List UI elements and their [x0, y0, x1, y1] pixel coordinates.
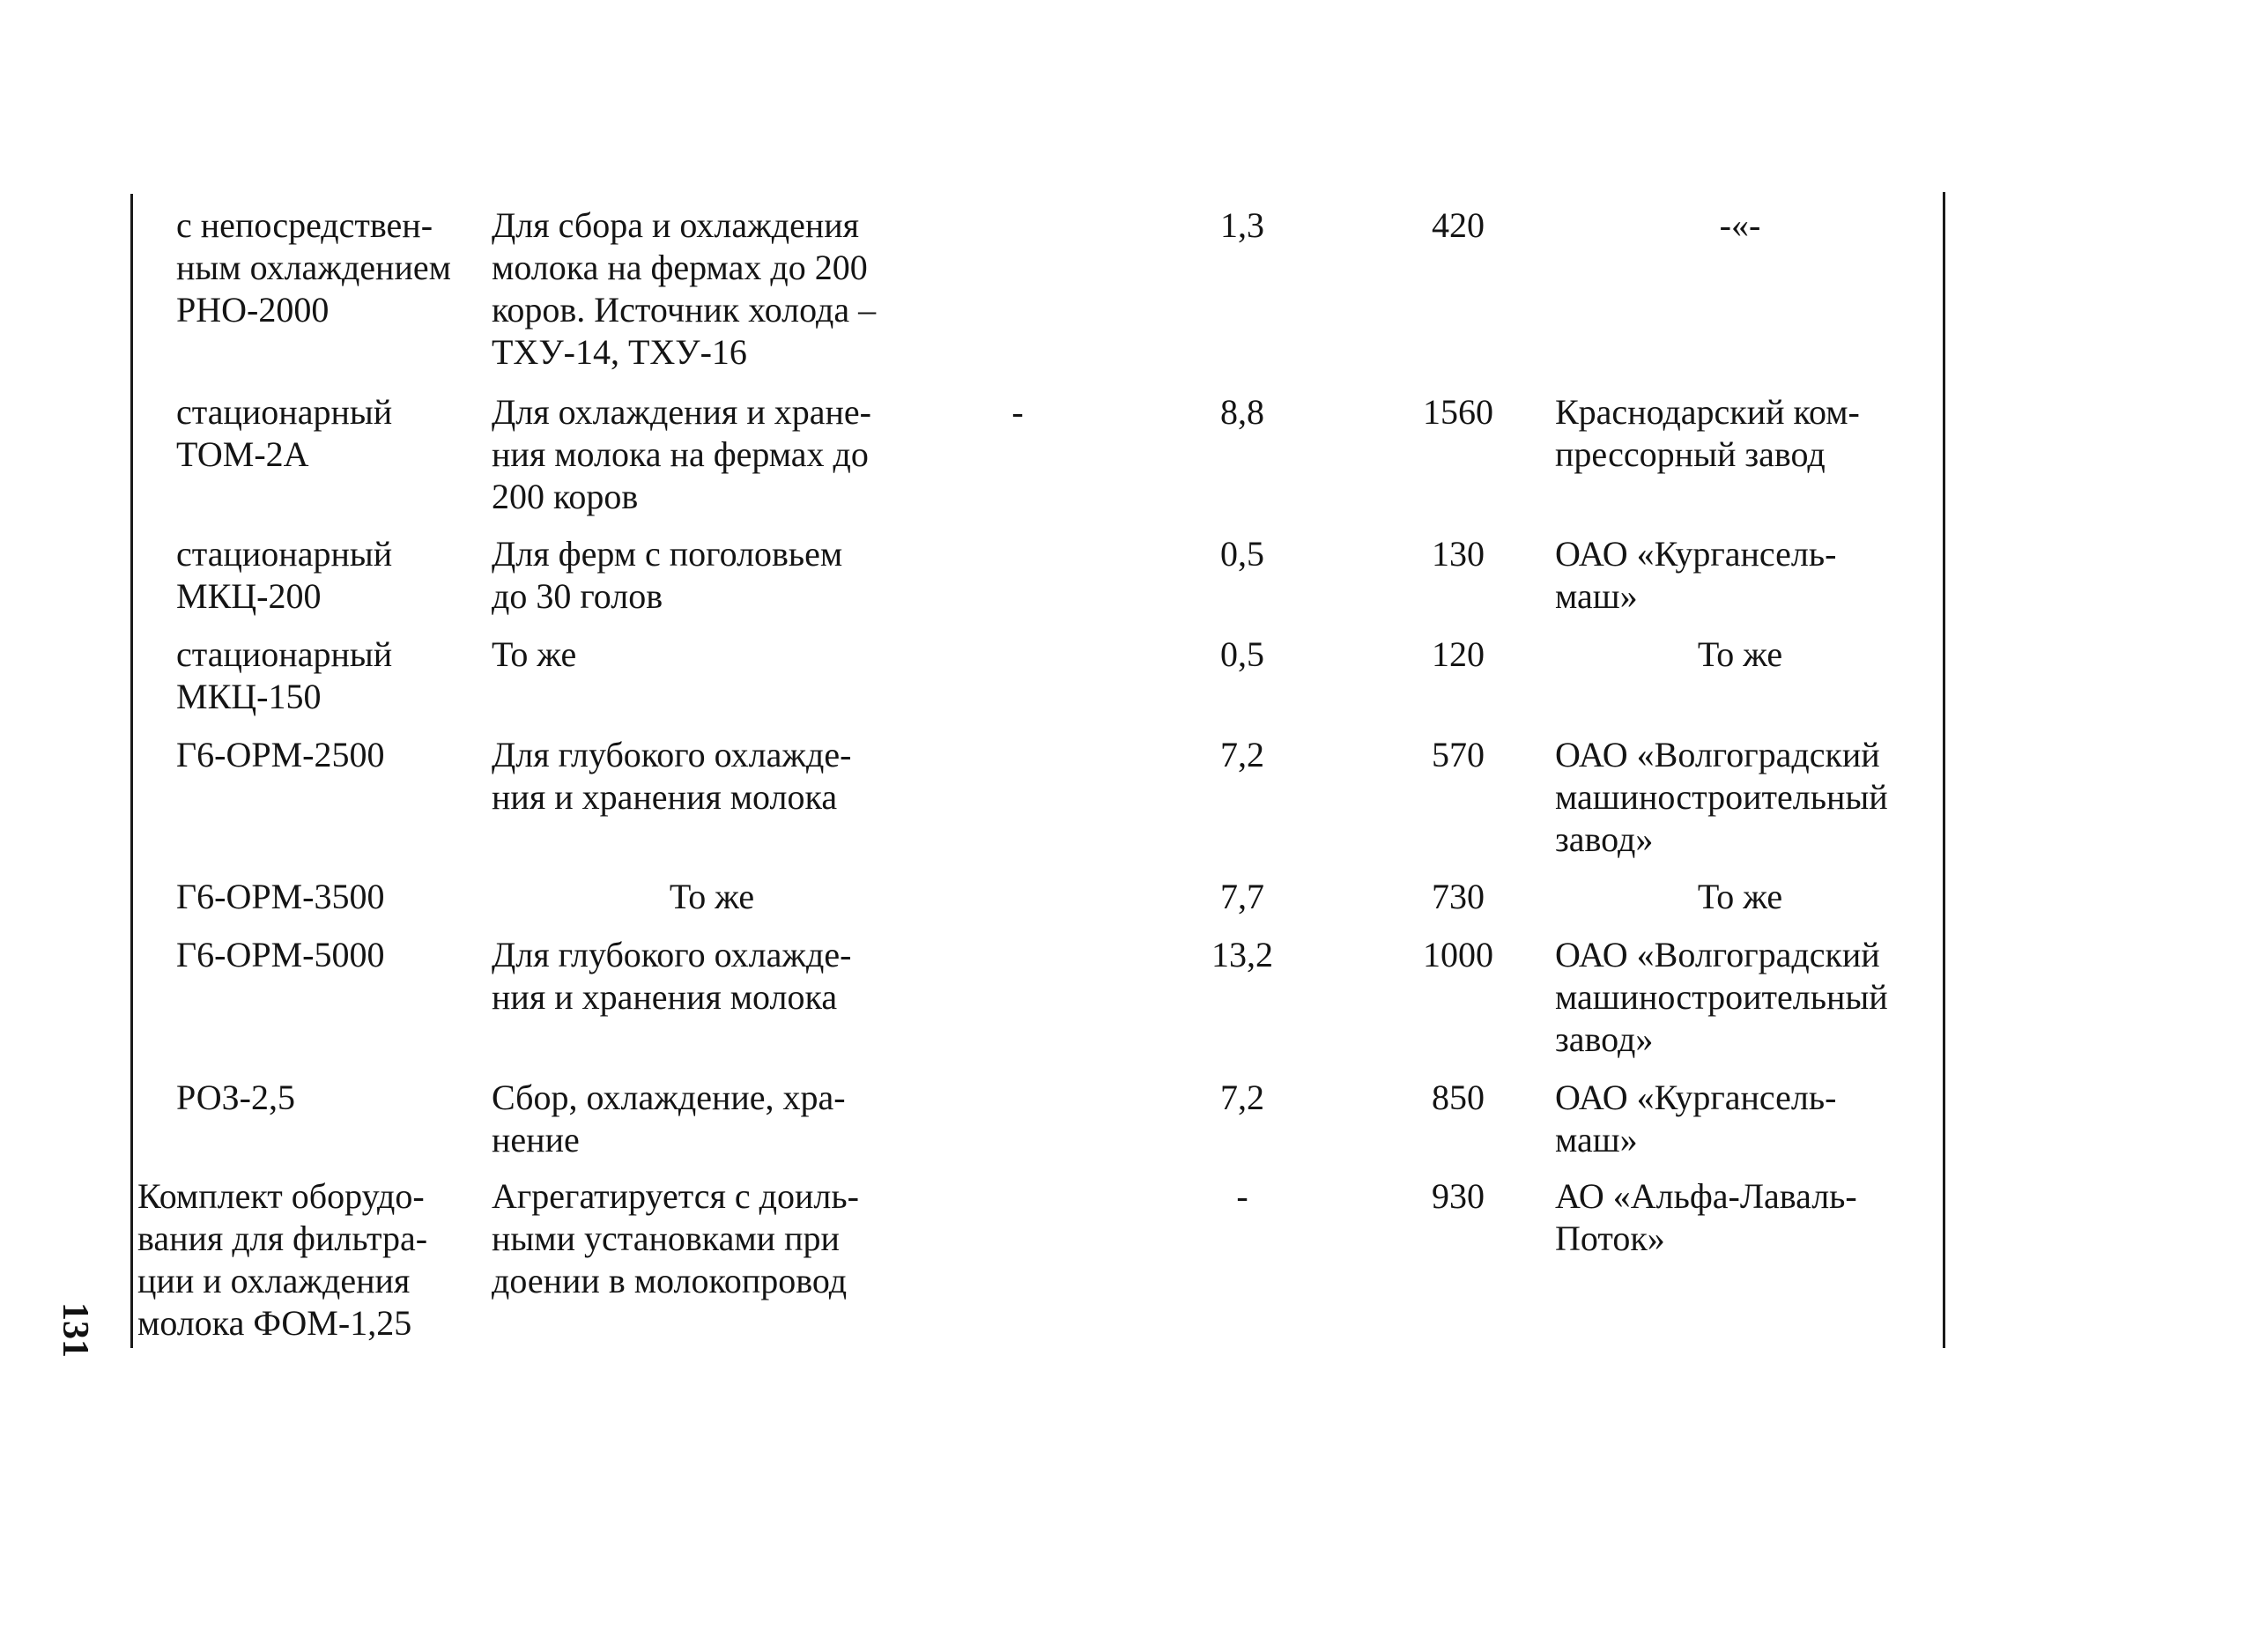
page-number: 131: [55, 1302, 95, 1358]
row-8-manufacturer: АО «Альфа-Лаваль- Поток»: [1555, 1176, 1857, 1258]
row-7-name: РОЗ-2,5: [176, 1078, 295, 1117]
row-0-manufacturer: -«-: [1719, 205, 1761, 245]
row-3-price: 120: [1432, 634, 1485, 674]
row-2-price: 130: [1432, 534, 1485, 574]
row-7-manufacturer: ОАО «Кургансель- маш»: [1555, 1078, 1837, 1159]
row-8-name: Комплект оборудо- вания для фильтра- ции и охлаждения молока ФОМ-1,25: [137, 1176, 428, 1343]
row-2-manufacturer: ОАО «Кургансель- маш»: [1555, 534, 1837, 616]
table-right-border: [1943, 192, 1945, 1348]
row-8-power: -: [1236, 1176, 1248, 1216]
row-5-price: 730: [1432, 877, 1485, 916]
row-6-price: 1000: [1423, 935, 1493, 974]
row-0-power: 1,3: [1220, 205, 1264, 245]
row-1-manufacturer: Краснодарский ком- прессорный завод: [1555, 392, 1860, 474]
row-7-description: Сбор, охлаждение, хра- нение: [492, 1078, 846, 1159]
row-4-power: 7,2: [1220, 735, 1264, 774]
row-2-name: стационарный МКЦ-200: [176, 534, 393, 616]
row-8-price: 930: [1432, 1176, 1485, 1216]
row-2-description: Для ферм с поголовьем до 30 голов: [492, 534, 843, 616]
row-8-description: Агрегатируется с доиль- ными установками при доении в молокопровод: [492, 1176, 859, 1300]
row-6-description: Для глубокого охлажде- ния и хранения молока: [492, 935, 852, 1017]
row-7-power: 7,2: [1220, 1078, 1264, 1117]
row-0-description: Для сбора и охлаждения молока на фермах до 200 коров. Источник холода – ТХУ-14, ТХУ-16: [492, 205, 877, 372]
row-5-manufacturer: То же: [1697, 877, 1783, 916]
row-0-name: с непосредствен- ным охлаждением РНО-2000: [176, 205, 451, 330]
row-4-description: Для глубокого охлажде- ния и хранения молока: [492, 735, 852, 817]
row-5-name: Г6-ОРМ-3500: [176, 877, 385, 916]
row-3-power: 0,5: [1220, 634, 1264, 674]
row-1-dash: -: [1011, 392, 1024, 432]
row-6-name: Г6-ОРМ-5000: [176, 935, 385, 974]
row-3-description: То же: [492, 634, 577, 674]
row-4-name: Г6-ОРМ-2500: [176, 735, 385, 774]
row-5-power: 7,7: [1220, 877, 1264, 916]
row-1-name: стационарный ТОМ-2А: [176, 392, 393, 474]
row-2-power: 0,5: [1220, 534, 1264, 574]
row-6-power: 13,2: [1211, 935, 1273, 974]
table-left-border: [130, 194, 133, 1348]
row-4-manufacturer: ОАО «Волгоградский машиностроительный завод»: [1555, 735, 1888, 859]
row-1-power: 8,8: [1220, 392, 1264, 432]
row-7-price: 850: [1432, 1078, 1485, 1117]
row-6-manufacturer: ОАО «Волгоградский машиностроительный завод»: [1555, 935, 1888, 1059]
row-1-price: 1560: [1423, 392, 1493, 432]
row-3-name: стационарный МКЦ-150: [176, 634, 393, 716]
row-1-description: Для охлаждения и хране- ния молока на фермах до 200 коров: [492, 392, 871, 516]
row-0-price: 420: [1432, 205, 1485, 245]
row-3-manufacturer: То же: [1697, 634, 1783, 674]
row-5-description: То же: [669, 877, 755, 916]
row-4-price: 570: [1432, 735, 1485, 774]
